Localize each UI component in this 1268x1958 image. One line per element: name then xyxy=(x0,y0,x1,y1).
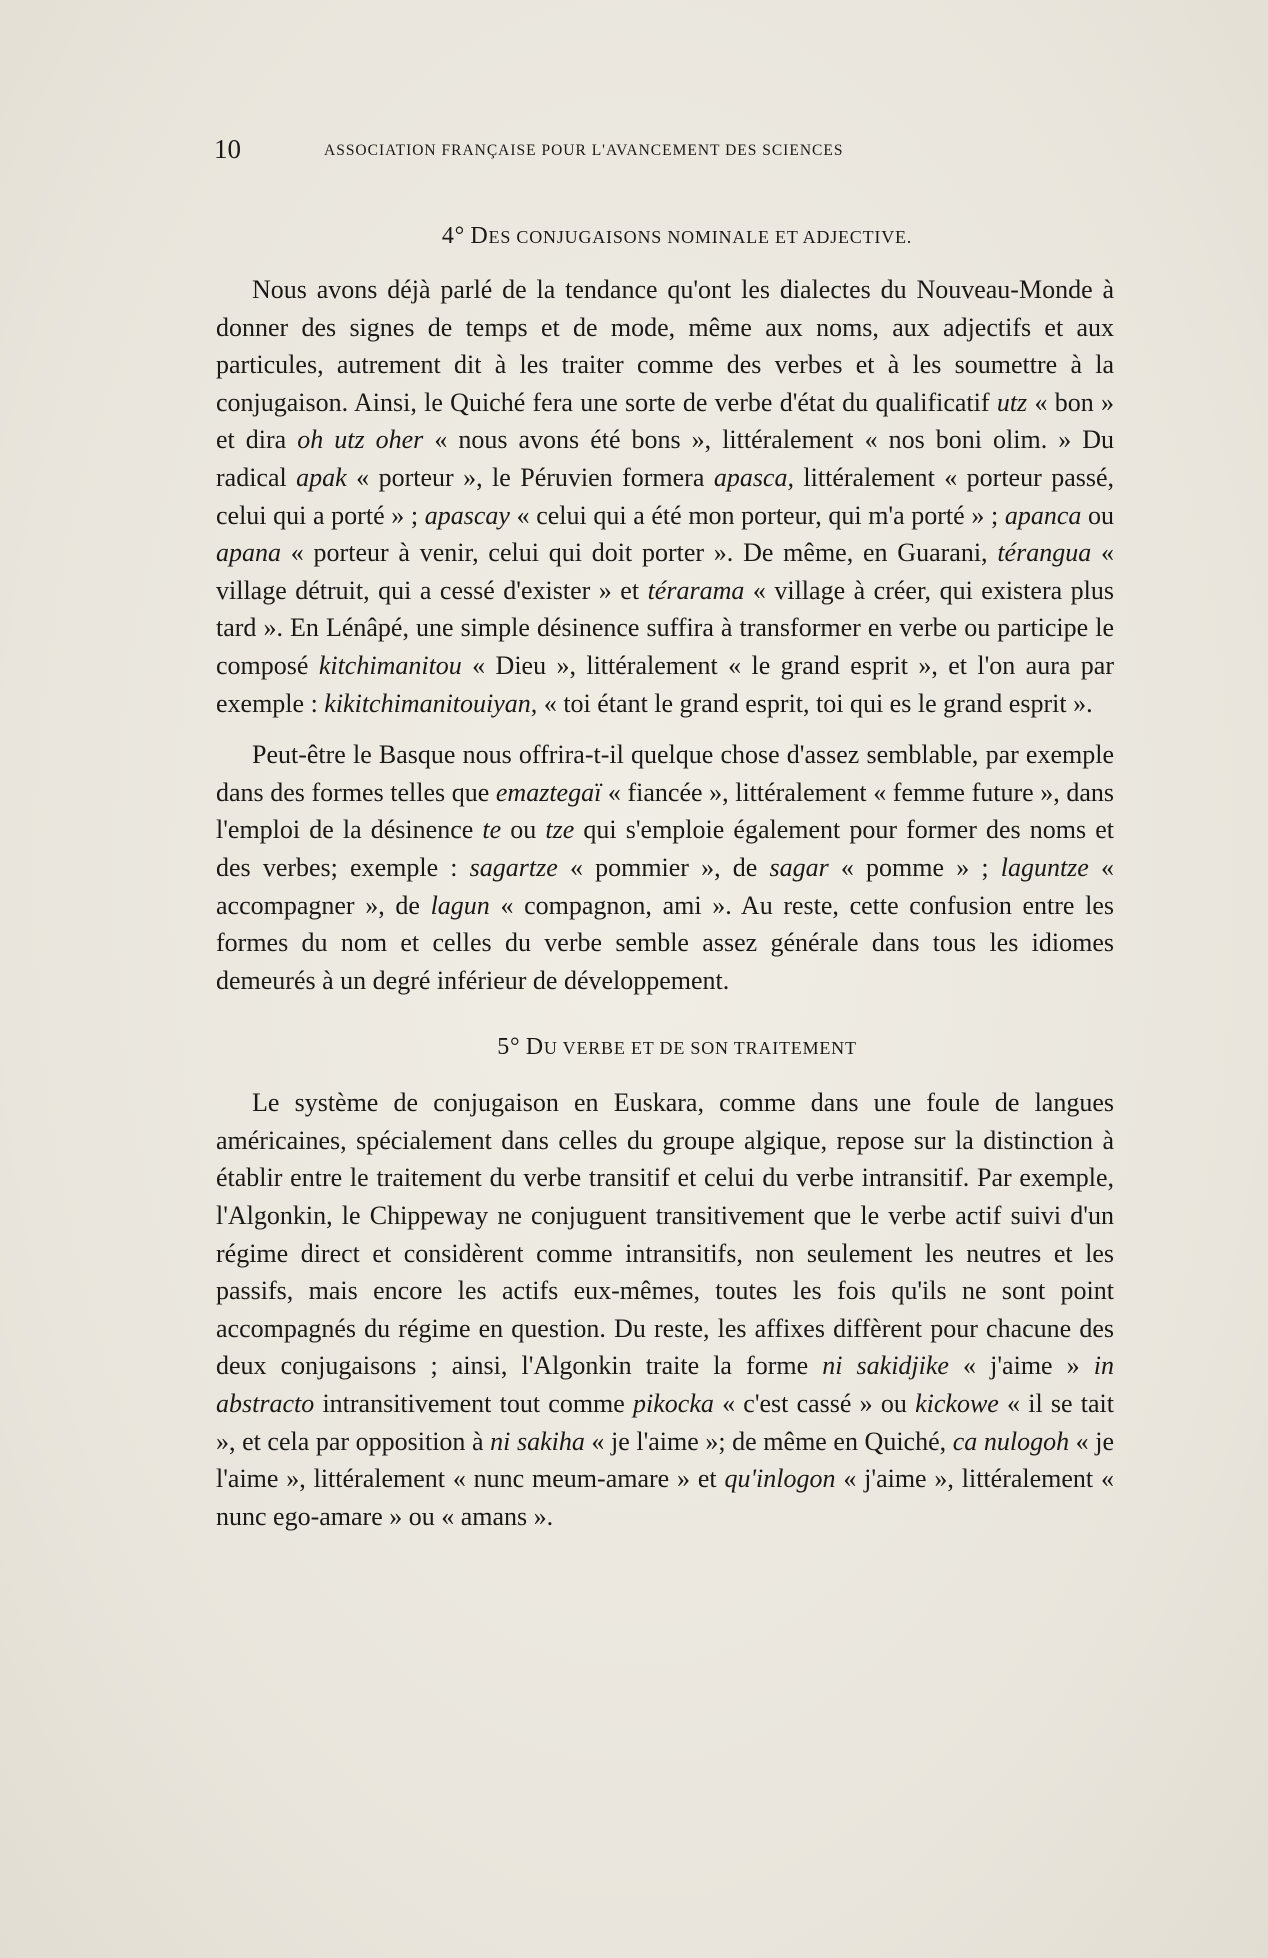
italic-term: utz xyxy=(996,387,1028,417)
text-run: Le système de conjugaison en Euskara, comme dans une foule de langues américaines, spécialement dans celles du groupe algique, repose sur la distinction à établir entre le traitement du verbe transitif et celui du verbe intransitif. Par exemple, l'Algonkin, le Chippeway ne conjuguent transitivement que le verbe actif suivi d'un régime direct et considèrent comme intransitifs, non seulement les neutres et les passifs, mais encore les actifs eux-mêmes, toutes les fois qu'ils ne sont point accompagnés du régime en question. Du reste, les affixes diffèrent pour chacune des deux conjugaisons ; ainsi, l'Algonkin traite la forme xyxy=(216,1088,1114,1381)
italic-term: ca nulogoh xyxy=(952,1426,1070,1456)
italic-term: apasca, xyxy=(713,462,794,492)
paragraph-2 xyxy=(216,736,1114,999)
text-run: ou xyxy=(1081,500,1115,530)
italic-term: apana xyxy=(216,538,281,568)
text-run: « je l'aime », littéralement « nunc meum-amare » et xyxy=(216,1426,1115,1494)
text-run: ou xyxy=(501,815,546,845)
section-title-initial: D xyxy=(470,223,489,249)
italic-term: pikocka xyxy=(633,1389,714,1419)
text-run: « il se tait », et cela par opposition à xyxy=(216,1389,1114,1456)
italic-term: ni sakiha xyxy=(490,1426,585,1456)
italic-term: térarama xyxy=(647,575,745,605)
section-heading-4 xyxy=(216,222,1114,251)
text-run: « c'est cassé » ou xyxy=(713,1389,916,1419)
text-run: « pommier », de xyxy=(557,852,770,882)
section-number: 4° xyxy=(441,223,466,249)
text-run: « Dieu », littéralement « le grand esprit », et l'on aura par exemple : xyxy=(216,650,1115,718)
page-number: 10 xyxy=(214,134,241,164)
text-run: Peut-être le Basque nous offrira-t-il quelque chose d'assez semblable, par exemple dans des formes telles que xyxy=(216,740,1114,807)
text-run: « compagnon, ami ». Au reste, cette confusion entre les formes du nom et celles du verbe semble assez générale dans tous les idiomes demeurés à un degré inférieur de développement. xyxy=(216,890,1114,995)
text-run: « j'aime » xyxy=(948,1351,1094,1381)
text-run: « celui qui a été mon porteur, qui m'a porté » ; xyxy=(509,500,1005,530)
text-run: « je l'aime »; de même en Quiché, xyxy=(584,1426,953,1456)
italic-term: lagun xyxy=(430,890,490,920)
text-run: « village détruit, qui a cessé d'exister » et xyxy=(216,538,1114,605)
page-body xyxy=(216,222,1114,1535)
italic-term: kickowe xyxy=(915,1389,999,1419)
italic-term: tze xyxy=(545,815,575,845)
section-title: U VERBE ET DE SON TRAITEMENT xyxy=(543,1038,857,1059)
section-number: 5° xyxy=(497,1034,521,1061)
italic-term: sagar xyxy=(769,852,829,882)
text-run: « nous avons été bons », littéralement « nos boni olim. » Du radical xyxy=(216,425,1115,492)
italic-term: apak xyxy=(296,462,347,492)
italic-term: qu'inlogon xyxy=(724,1464,836,1494)
text-run: « porteur à venir, celui qui doit porter ». De même, en Guarani, xyxy=(281,538,998,568)
text-run: « accompagner », de xyxy=(216,852,1114,920)
text-run: « j'aime », littéralement « nunc ego-amare » ou « amans ». xyxy=(216,1464,1114,1531)
paragraph-3 xyxy=(216,1084,1114,1535)
text-run: « bon » et dira xyxy=(216,387,1115,455)
section-title: ES CONJUGAISONS NOMINALE ET ADJECTIVE. xyxy=(488,227,913,247)
text-run: « porteur », le Péruvien formera xyxy=(346,462,714,492)
text-run: « pomme » ; xyxy=(828,852,1001,882)
italic-term: emaztegaï xyxy=(495,777,602,807)
italic-term: laguntze xyxy=(1000,852,1089,882)
italic-term: ni sakidjike xyxy=(822,1351,949,1381)
running-title: ASSOCIATION FRANÇAISE POUR L'AVANCEMENT DES SCIENCES xyxy=(324,142,844,159)
section-heading-5 xyxy=(216,1033,1114,1062)
page-header xyxy=(214,134,1114,172)
text-run: intransitivement tout comme xyxy=(314,1389,634,1419)
text-run: qui s'emploie également pour former des noms et des verbes; exemple : xyxy=(216,815,1114,882)
paragraph-1 xyxy=(216,271,1114,722)
text-run: « village à créer, qui existera plus tard ». En Lénâpé, une simple désinence suffira à transformer en verbe ou participe le composé xyxy=(216,575,1114,680)
text-run: « fiancée », littéralement « femme future », dans l'emploi de la désinence xyxy=(216,777,1114,845)
italic-term: in abstracto xyxy=(216,1351,1114,1419)
italic-term: kikitchimanitouiyan, xyxy=(324,688,538,718)
italic-term: sagartze xyxy=(469,852,558,882)
text-run: littéralement « porteur passé, celui qui a porté » ; xyxy=(216,462,1115,530)
text-run: Nous avons déjà parlé de la tendance qu'ont les dialectes du Nouveau-Monde à donner des signes de temps et de mode, même aux noms, aux adjectifs et aux particules, autrement dit à les traiter comme des verbes et à les soumettre à la conjugaison. Ainsi, le Quiché fera une sorte de verbe d'état du qualificatif xyxy=(216,275,1114,417)
italic-term: apanca xyxy=(1004,500,1082,530)
italic-term: kitchimanitou xyxy=(318,650,462,680)
italic-term: apascay xyxy=(424,500,510,530)
italic-term: te xyxy=(482,815,502,845)
italic-term: térangua xyxy=(997,538,1092,568)
italic-term: oh utz oher xyxy=(297,425,424,455)
text-run: « toi étant le grand esprit, toi qui es le grand esprit ». xyxy=(537,688,1093,718)
section-title-initial: D xyxy=(525,1034,544,1061)
